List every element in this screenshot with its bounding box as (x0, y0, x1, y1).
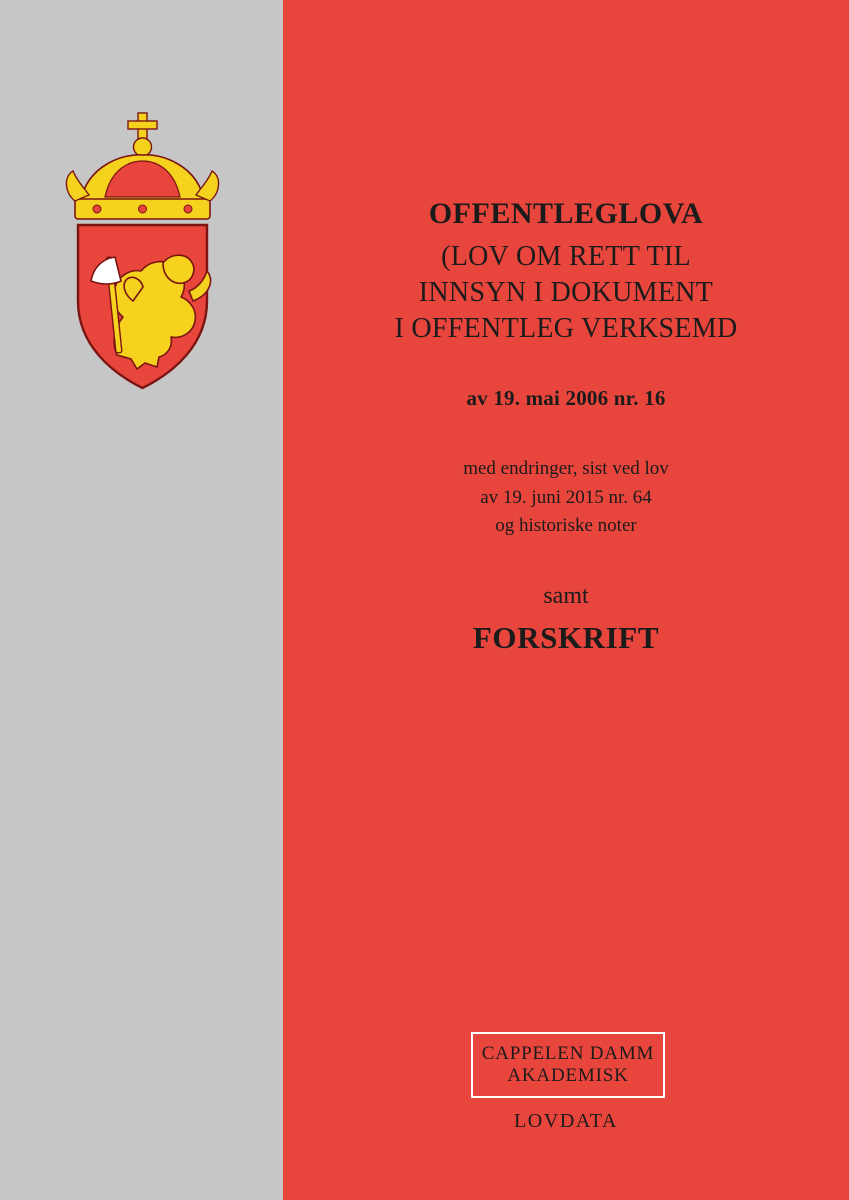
publisher-name: CAPPELEN DAMM (481, 1042, 655, 1064)
amendment-line-1: med endringer, sist ved lov (463, 457, 669, 479)
forskrift-title: FORSKRIFT (472, 620, 660, 656)
title-subline-1: (LOV OM RETT TIL (441, 240, 691, 272)
samt-label: samt (543, 583, 589, 610)
title-subline-3: I OFFENTLEG VERKSEMD (394, 313, 738, 345)
publisher-imprint: AKADEMISK (507, 1065, 629, 1086)
title-block (283, 195, 849, 656)
norwegian-coat-of-arms-icon (45, 105, 240, 395)
source-label: LOVDATA (513, 1110, 619, 1132)
publisher-logo (471, 1032, 665, 1098)
page-title: OFFENTLEGLOVA (428, 197, 704, 230)
amendment-line-3: og historiske noter (495, 515, 637, 537)
law-date: av 19. mai 2006 nr. 16 (466, 385, 666, 410)
amendment-note (283, 455, 849, 542)
amendment-line-2: av 19. juni 2015 nr. 64 (480, 486, 652, 508)
title-subline-2: INNSYN I DOKUMENT (418, 276, 714, 308)
